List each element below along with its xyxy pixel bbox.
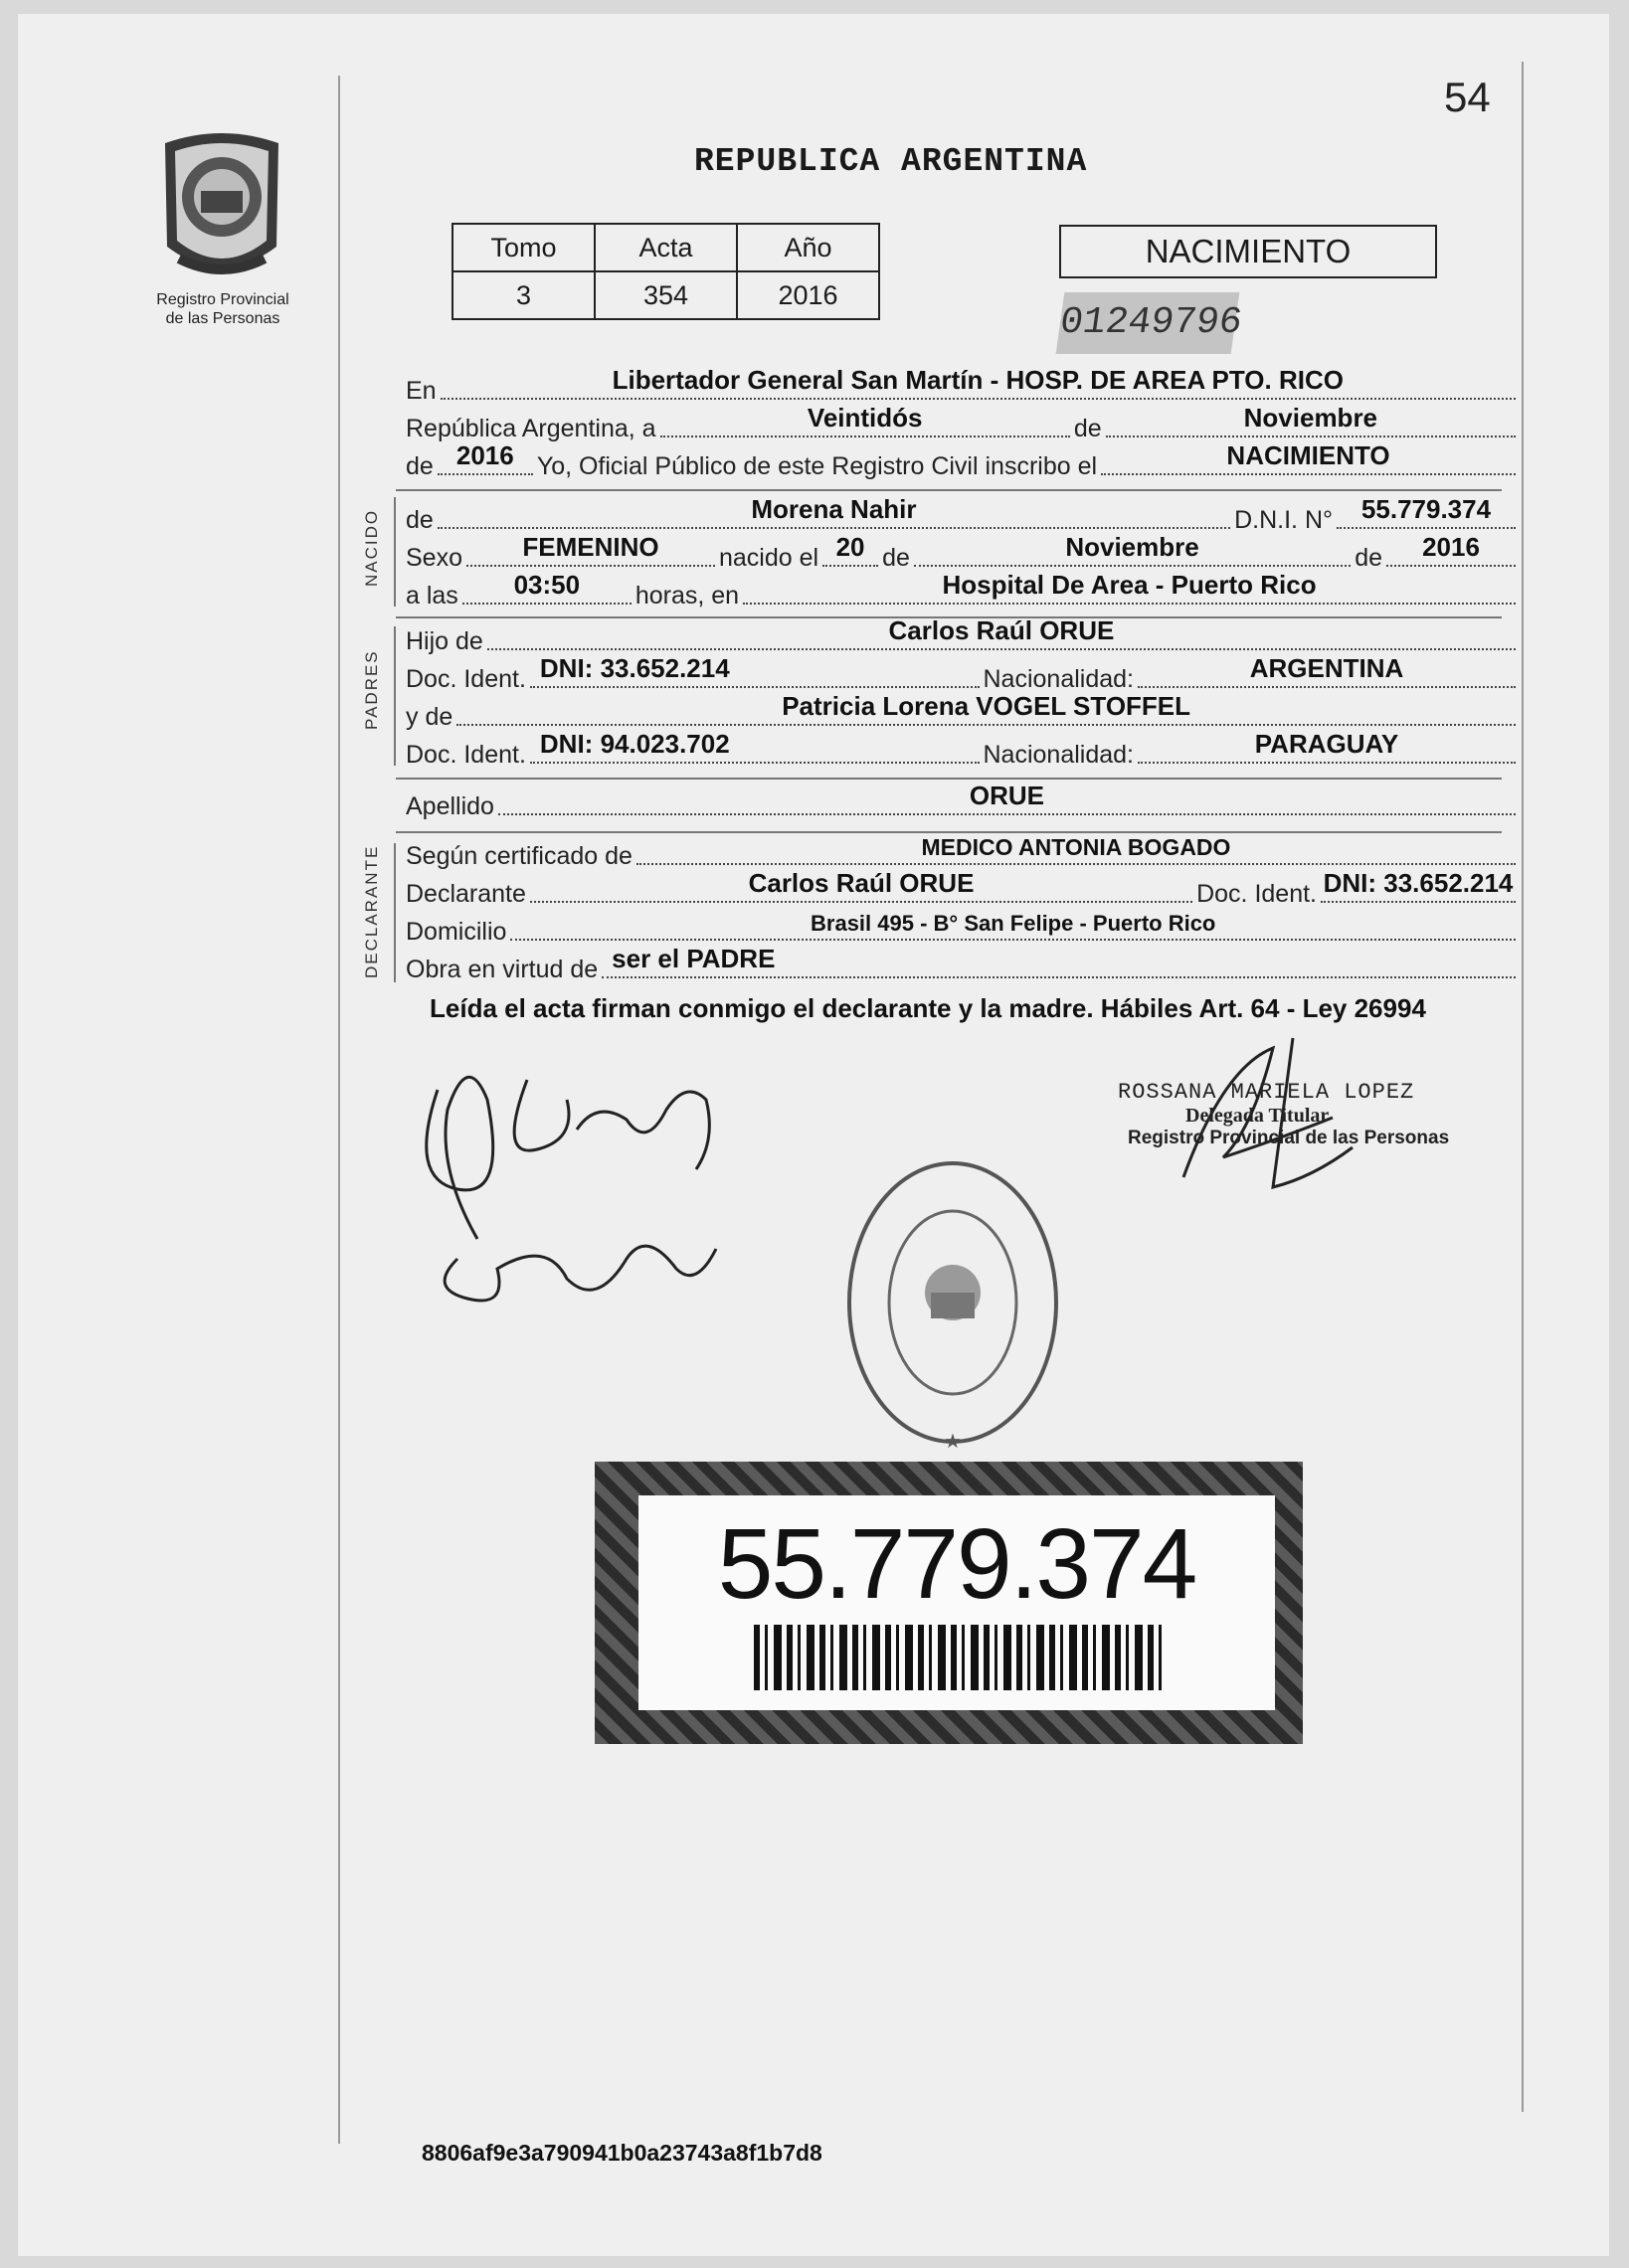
birth-de2-label: de <box>1355 544 1382 572</box>
row-declarante <box>406 868 1520 909</box>
inscribo-label: Yo, Oficial Público de este Registro Civil inscribo el <box>536 452 1098 480</box>
header-ano: Año <box>737 224 879 271</box>
barcode <box>754 1625 1162 1690</box>
apellido-value: ORUE <box>969 781 1045 810</box>
row-apellido <box>406 781 1520 821</box>
record-type-box: NACIMIENTO <box>1059 225 1437 278</box>
mother-nationality: PARAGUAY <box>1254 729 1399 759</box>
serial-number: 01249796 <box>1056 292 1240 354</box>
nacido-el-label: nacido el <box>718 544 819 572</box>
row-nacido-time <box>406 570 1520 611</box>
sexo-label: Sexo <box>406 544 462 572</box>
value-acta: 354 <box>595 271 737 319</box>
nacido-section-label: NACIDO <box>362 508 381 587</box>
father-doc-label: Doc. Ident. <box>406 665 526 693</box>
month-value: Noviembre <box>1243 403 1378 433</box>
row-republica <box>406 403 1520 443</box>
year-value: 2016 <box>455 440 514 470</box>
row-padre <box>406 615 1520 656</box>
en-label: En <box>406 377 437 405</box>
row-inscribo <box>406 440 1520 481</box>
de2-label: de <box>406 452 434 480</box>
official-block <box>1118 1080 1456 1149</box>
declarante-section-bar <box>394 843 396 982</box>
address-value: Brasil 495 - B° San Felipe - Puerto Rico <box>811 911 1216 936</box>
header-tomo: Tomo <box>452 224 595 271</box>
section-divider <box>396 778 1502 780</box>
value-tomo: 3 <box>452 271 595 319</box>
row-nacido-birth <box>406 532 1520 573</box>
declarant-signature <box>398 1040 756 1323</box>
republica-label: República Argentina, a <box>406 415 656 442</box>
row-en <box>406 365 1520 406</box>
official-office: Registro Provincial de las Personas <box>1128 1128 1450 1148</box>
father-name: Carlos Raúl ORUE <box>888 615 1115 645</box>
hijo-label: Hijo de <box>406 627 483 655</box>
section-divider <box>396 831 1502 833</box>
declarant-doc: DNI: 33.652.214 <box>1323 868 1514 898</box>
father-nac-label: Nacionalidad: <box>983 665 1134 693</box>
child-dni: 55.779.374 <box>1360 494 1492 524</box>
crest-caption <box>137 290 308 328</box>
row-domicilio <box>406 913 1520 947</box>
cert-label: Según certificado de <box>406 842 633 870</box>
hora-label: a las <box>406 582 458 610</box>
sticker-number: 55.779.374 <box>717 1508 1196 1620</box>
padres-section-label: PADRES <box>362 649 381 730</box>
closing-statement: Leída el acta firman conmigo el declarante y la madre. Hábiles Art. 64 - Ley 26994 <box>430 993 1426 1023</box>
row-madre <box>406 691 1520 732</box>
registry-stamp <box>843 1153 1062 1467</box>
en-value: Libertador General San Martín - HOSP. DE AREA PTO. RICO <box>612 365 1344 395</box>
cert-value: MEDICO ANTONIA BOGADO <box>921 834 1231 860</box>
document-title: REPUBLICA ARGENTINA <box>694 143 1088 180</box>
mother-nac-label: Nacionalidad: <box>983 741 1134 769</box>
mother-doc-label: Doc. Ident. <box>406 741 526 769</box>
apellido-label: Apellido <box>406 792 494 820</box>
row-certificado <box>406 834 1520 871</box>
obra-value: ser el PADRE <box>612 944 776 973</box>
official-name: ROSSANA MARIELA LOPEZ <box>1118 1080 1415 1105</box>
birth-place: Hospital De Area - Puerto Rico <box>942 570 1317 600</box>
obra-label: Obra en virtud de <box>406 956 599 983</box>
declarante-section-label: DECLARANTE <box>362 844 381 978</box>
row-obra <box>406 944 1520 984</box>
left-margin-rule <box>338 76 340 2144</box>
hora-value: 03:50 <box>513 570 581 600</box>
crest-caption-line1: Registro Provincial <box>156 291 289 308</box>
child-name: Morena Nahir <box>751 494 917 524</box>
inscribo-value: NACIMIENTO <box>1226 440 1390 470</box>
row-madre-doc <box>406 729 1520 770</box>
yde-label: y de <box>406 703 453 731</box>
barcode-sticker <box>595 1462 1303 1744</box>
section-divider <box>396 489 1502 491</box>
header-acta: Acta <box>595 224 737 271</box>
official-title: Delegada Titular <box>1185 1105 1330 1127</box>
sticker-card <box>638 1495 1275 1710</box>
dom-label: Domicilio <box>406 918 507 946</box>
row-nacido-name <box>406 494 1520 535</box>
declarant-name: Carlos Raúl ORUE <box>748 868 975 898</box>
crest-caption-line2: de las Personas <box>165 310 280 327</box>
decl-label: Declarante <box>406 880 526 908</box>
mother-name: Patricia Lorena VOGEL STOFFEL <box>782 691 1191 721</box>
father-nationality: ARGENTINA <box>1249 653 1404 683</box>
mother-doc: DNI: 94.023.702 <box>539 729 730 759</box>
right-margin-rule <box>1522 62 1524 2112</box>
value-ano: 2016 <box>737 271 879 319</box>
de-label: de <box>1073 415 1102 442</box>
row-padre-doc <box>406 653 1520 694</box>
padres-section-bar <box>394 626 396 766</box>
document-hash: 8806af9e3a790941b0a23743a8f1b7d8 <box>422 2140 822 2166</box>
birth-year: 2016 <box>1422 532 1480 562</box>
birth-month: Noviembre <box>1065 532 1199 562</box>
decl-doc-label: Doc. Ident. <box>1196 880 1317 908</box>
horas-label: horas, en <box>634 582 740 610</box>
day-value: Veintidós <box>807 403 923 433</box>
page-number: 54 <box>1444 74 1491 120</box>
reference-table <box>452 223 880 320</box>
reference-header-row <box>452 224 879 271</box>
birth-day: 20 <box>835 532 865 562</box>
birth-de-label: de <box>882 544 910 572</box>
father-doc: DNI: 33.652.214 <box>539 653 730 683</box>
dni-label: D.N.I. N° <box>1234 506 1333 534</box>
svg-text:★: ★ <box>944 1429 962 1453</box>
reference-value-row <box>452 271 879 319</box>
sexo-value: FEMENINO <box>522 532 659 562</box>
nacido-de-label: de <box>406 506 434 534</box>
nacido-section-bar <box>394 497 396 607</box>
provincial-crest-logo <box>149 129 294 289</box>
